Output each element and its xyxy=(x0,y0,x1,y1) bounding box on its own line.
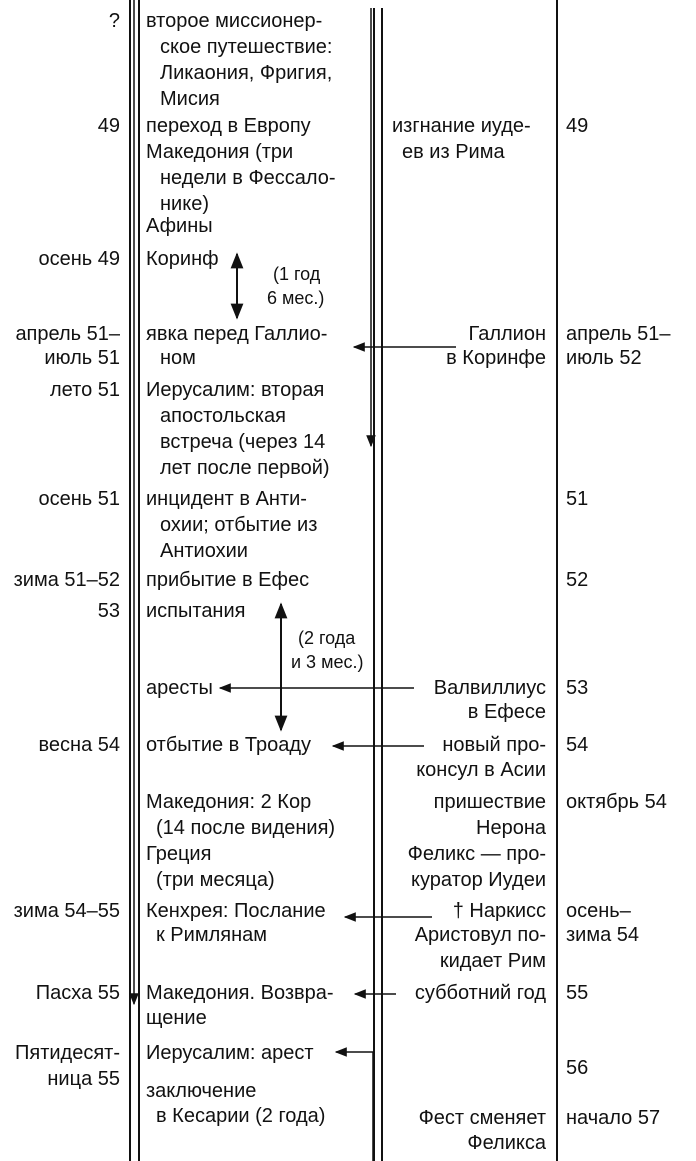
roman-event-line: Нерона xyxy=(476,817,546,839)
event-line: прибытие в Ефес xyxy=(146,569,310,591)
duration-label: (2 года xyxy=(298,628,356,648)
date-cell: осень 49 xyxy=(38,248,120,270)
roman-event-line: в Ефесе xyxy=(467,701,546,723)
date-cell: июль 51 xyxy=(44,347,120,369)
event-line: Антиохии xyxy=(160,540,248,562)
roman-event-line: Феликса xyxy=(467,1132,546,1154)
event-line: в Кесарии (2 года) xyxy=(156,1105,326,1127)
date-cell: осень 51 xyxy=(38,488,120,510)
date-cell: осень– xyxy=(566,900,631,922)
date-cell: начало 57 xyxy=(566,1107,661,1129)
event-line: испытания xyxy=(146,600,246,622)
date-cell: апрель 51– xyxy=(15,323,120,345)
date-cell: 54 xyxy=(566,734,589,756)
roman-event-line: Валвиллиус xyxy=(433,677,546,699)
event-line: встреча (через 14 xyxy=(160,431,326,453)
roman-event-line: субботний год xyxy=(414,982,546,1004)
roman-event-line: в Коринфе xyxy=(446,347,546,369)
event-line: охии; отбытие из xyxy=(160,514,318,536)
roman-event-line: новый про- xyxy=(442,734,546,756)
date-cell: Пятидесят- xyxy=(15,1042,120,1064)
event-line: отбытие в Троаду xyxy=(146,734,311,756)
duration-label: 6 мес.) xyxy=(267,288,325,308)
roman-event-line: изгнание иуде- xyxy=(392,115,531,137)
event-line: переход в Европу xyxy=(146,115,311,137)
event-line: нике) xyxy=(160,193,209,215)
date-cell: 51 xyxy=(566,488,589,510)
date-cell: зима 51–52 xyxy=(13,569,120,591)
date-cell: 53 xyxy=(566,677,589,699)
event-line: ном xyxy=(160,347,196,369)
event-line: явка перед Галлио- xyxy=(146,323,328,345)
event-line: Иерусалим: арест xyxy=(146,1042,314,1064)
event-line: заключение xyxy=(146,1080,257,1102)
event-line: Македония: 2 Кор xyxy=(146,791,312,813)
roman-event-line: Галлион xyxy=(468,323,546,345)
date-cell: 49 xyxy=(97,115,120,137)
roman-event-line: ев из Рима xyxy=(402,141,505,163)
date-cell: 56 xyxy=(566,1057,589,1079)
date-cell: 53 xyxy=(97,600,120,622)
date-cell: 52 xyxy=(566,569,589,591)
date-cell: 55 xyxy=(566,982,589,1004)
roman-event-line: кидает Рим xyxy=(439,950,546,972)
roman-event-line: † Наркисс xyxy=(452,900,546,922)
event-line: Коринф xyxy=(146,248,219,270)
arrow-arrest xyxy=(336,1052,373,1161)
event-line: Ликаония, Фригия, xyxy=(160,62,333,84)
event-line: недели в Фессало- xyxy=(160,167,336,189)
event-line: Кенхрея: Послание xyxy=(146,900,326,922)
event-line: Греция xyxy=(146,843,212,865)
roman-event-line: Аристовул по- xyxy=(414,924,546,946)
date-cell: весна 54 xyxy=(38,734,120,756)
duration-label: (1 год xyxy=(273,264,321,284)
event-line: к Римлянам xyxy=(156,924,267,946)
date-cell: Пасха 55 xyxy=(35,982,120,1004)
roman-event-line: куратор Иудеи xyxy=(411,869,546,891)
event-line: Афины xyxy=(146,215,213,237)
date-cell: лето 51 xyxy=(50,379,120,401)
date-cell: октябрь 54 xyxy=(566,791,667,813)
event-line: аресты xyxy=(146,677,213,699)
date-cell: ? xyxy=(108,10,120,32)
event-line: апостольская xyxy=(160,405,286,427)
event-line: лет после первой) xyxy=(160,457,330,479)
event-line: (три месяца) xyxy=(156,869,275,891)
date-cell: июль 52 xyxy=(566,347,642,369)
event-line: инцидент в Анти- xyxy=(146,488,307,510)
event-line: щение xyxy=(146,1007,207,1029)
event-line: Македония (три xyxy=(146,141,294,163)
date-cell: ница 55 xyxy=(47,1068,120,1090)
event-line: Иерусалим: вторая xyxy=(146,379,325,401)
event-line: Мисия xyxy=(160,88,220,110)
date-cell: зима 54–55 xyxy=(13,900,120,922)
event-line: второе миссионер- xyxy=(146,10,323,32)
event-line: Македония. Возвра- xyxy=(146,982,334,1004)
roman-event-line: Феликс — про- xyxy=(407,843,546,865)
event-line: (14 после видения) xyxy=(156,817,336,839)
duration-label: и 3 мес.) xyxy=(291,652,364,672)
date-cell: 49 xyxy=(566,115,589,137)
roman-event-line: пришествие xyxy=(433,791,546,813)
roman-event-line: Фест сменяет xyxy=(418,1107,546,1129)
date-cell: апрель 51– xyxy=(566,323,671,345)
roman-event-line: консул в Асии xyxy=(416,759,546,781)
date-cell: зима 54 xyxy=(566,924,640,946)
event-line: ское путешествие: xyxy=(160,36,333,58)
